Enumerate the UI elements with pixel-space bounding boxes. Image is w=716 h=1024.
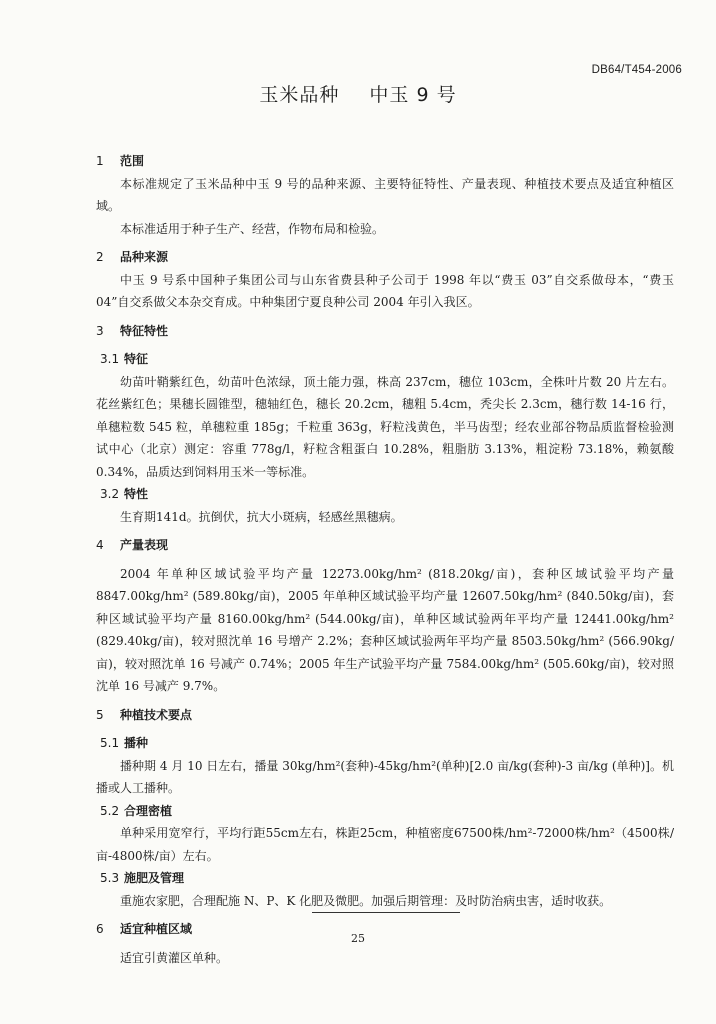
section-2-paragraph: 中玉 9 号系中国种子集团公司与山东省费县种子公司于 1998 年以“费玉 03”自交系做母本，“费玉 04”自交系做父本杂交育成。中种集团宁夏良种公司 2004 年引入我区。 xyxy=(96,272,674,309)
document-code: DB64/T454-2006 xyxy=(591,64,682,76)
document-body xyxy=(96,150,674,969)
section-4-paragraph: 2004 年单种区域试验平均产量 12273.00kg/hm² (818.20kg/亩)，套种区域试验平均产量 8847.00kg/hm² (589.80kg/亩)，2005 年单种区域试验平均产量 12607.50kg/hm² (840.50kg/亩)，套种区域试验平均产量 8160.00kg/hm² (544.00kg/亩)，单种区域试验两年平均产量 12441.00kg/hm² (829.40kg/亩)，较对照沈单 16 号增产 2.2%；套种区域试验两年平均产量 8503.50kg/hm² (566.90kg/亩)，较对照沈单 16 号减产 0.74%；2005 年生产试验平均产量 7584.00kg/hm² (505.60kg/亩)，较对照沈单 16 号减产 9.7%。 xyxy=(96,566,674,693)
section-5-3-heading: 5.3 施肥及管理 xyxy=(100,871,185,885)
footer-divider xyxy=(312,912,460,913)
section-3-2-heading: 3.2 特性 xyxy=(100,487,149,501)
page-number: 25 xyxy=(351,932,365,945)
section-5-1-paragraph: 播种期 4 月 10 日左右，播量 30kg/hm²(套种)-45kg/hm²(单种)[2.0 亩/kg(套种)-3 亩/kg (单种)]。机播或人工播种。 xyxy=(96,758,674,795)
section-1-heading: 1 范围 xyxy=(96,154,145,168)
section-3-1-paragraph: 幼苗叶鞘紫红色，幼苗叶色浓绿，顶土能力强，株高 237cm，穗位 103cm，全株叶片数 20 片左右。花丝紫红色；果穗长圆锥型，穗轴红色，穗长 20.2cm，穗粗 5.4cm，秃尖长 2.3cm，穗行数 14-16 行，单穗粒数 545 粒，单穗粒重 185g；千粒重 363g，籽粒浅黄色，半马齿型；经农业部谷物品质监督检验测试中心（北京）测定：容重 778g/l，籽粒含粗蛋白 10.28%，粗脂肪 3.13%，粗淀粉 73.18%，赖氨酸 0.34%，品质达到饲料用玉米一等标准。 xyxy=(96,374,674,479)
section-5-2-heading: 5.2 合理密植 xyxy=(100,803,173,818)
section-1-paragraph-2: 本标准适用于种子生产、经营，作物布局和检验。 xyxy=(120,221,385,236)
section-6-heading: 6 适宜种植区域 xyxy=(96,922,193,936)
section-5-1-heading: 5.1 播种 xyxy=(100,736,149,750)
section-3-1-heading: 3.1 特征 xyxy=(100,352,149,366)
section-3-2-paragraph: 生育期141d。抗倒伏，抗大小斑病，轻感丝黑穗病。 xyxy=(120,509,403,524)
section-5-2-paragraph: 单种采用宽窄行，平均行距55cm左右，株距25cm，种植密度67500株/hm²-72000株/hm²（4500株/亩-4800株/亩）左右。 xyxy=(96,826,674,863)
section-6-paragraph: 适宜引黄灌区单种。 xyxy=(120,950,229,965)
section-1-paragraph-1: 本标准规定了玉米品种中玉 9 号的品种来源、主要特征特性、产量表现、种植技术要点及适宜种植区域。 xyxy=(96,176,674,213)
title-main: 玉米品种 xyxy=(259,84,340,106)
section-5-heading: 5 种植技术要点 xyxy=(96,707,193,722)
page-title xyxy=(0,80,716,107)
title-variety: 中玉 9 号 xyxy=(369,84,457,106)
section-2-heading: 2 品种来源 xyxy=(96,250,169,264)
section-5-3-paragraph: 重施农家肥，合理配施 N、P、K 化肥及微肥。加强后期管理：及时防治病虫害，适时收获。 xyxy=(120,893,612,908)
section-3-heading: 3 特征特性 xyxy=(96,323,169,338)
section-4-heading: 4 产量表现 xyxy=(96,538,169,552)
